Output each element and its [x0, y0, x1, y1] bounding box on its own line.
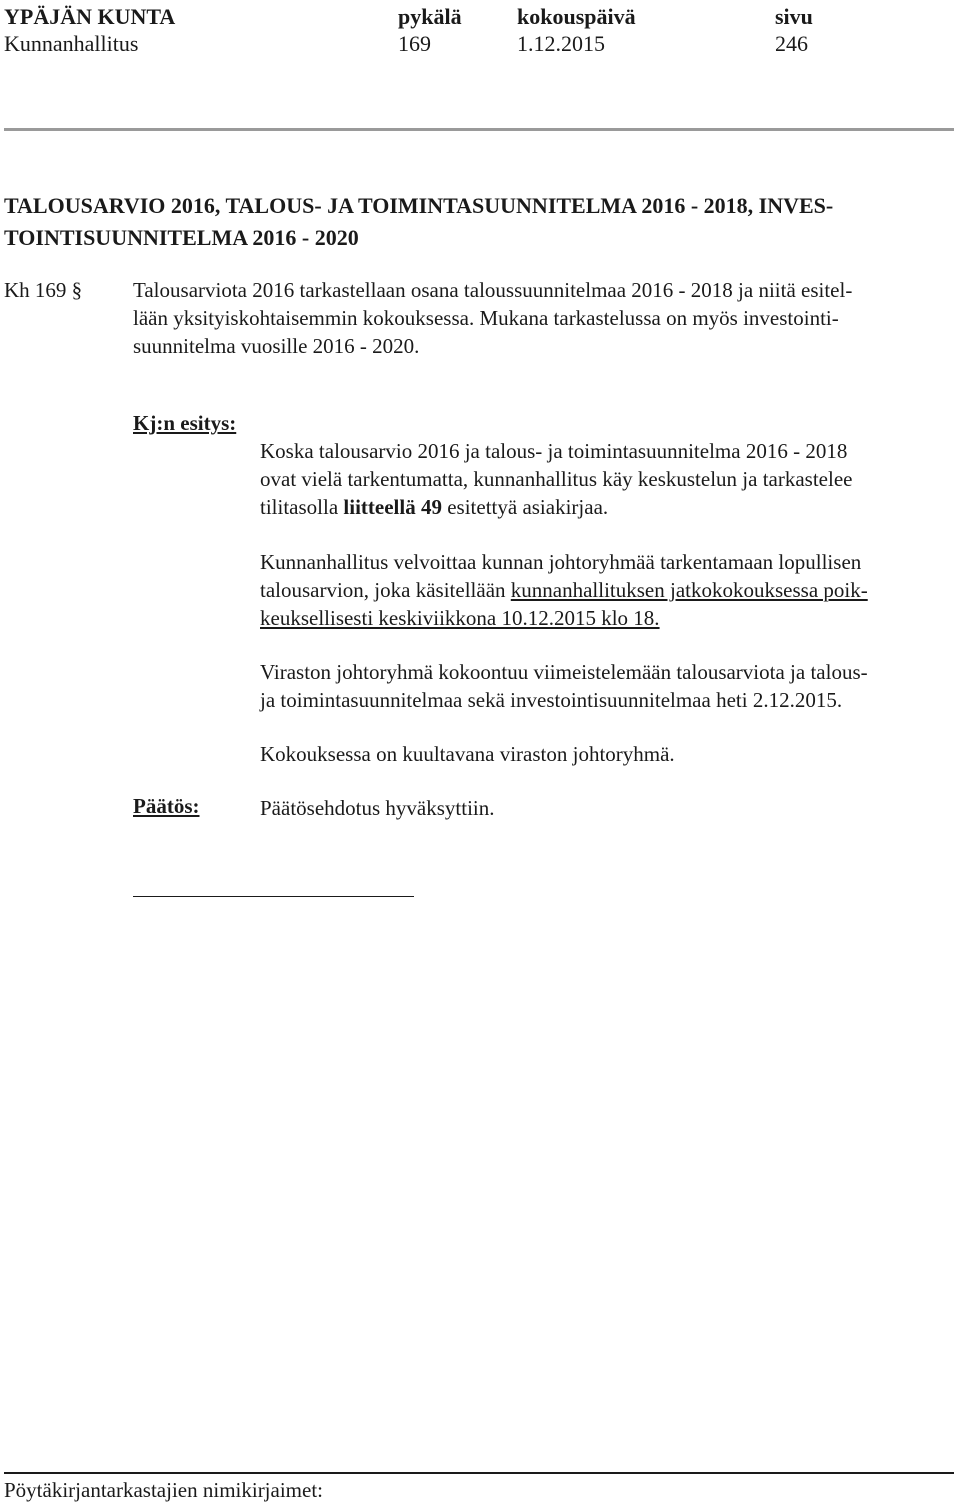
proposal-p1-line3-end: esitettyä asiakirjaa.	[441, 495, 609, 519]
proposal-p1-line2: ovat vielä tarkentumatta, kunnanhallitus käy keskustelun ja tarkastelee	[260, 467, 853, 491]
proposal-p3-line2: ja toimintasuunnitelmaa sekä investointisuunnitelmaa heti 2.12.2015.	[260, 688, 843, 712]
proposal-p2-line3: keuksellisesti keskiviikkona 10.12.2015 klo 18.	[260, 606, 660, 630]
initials-label: Pöytäkirjantarkastajien nimikirjaimet:	[4, 1478, 323, 1502]
section-number-value: 169	[398, 31, 431, 56]
proposal-p2-line2-start: talousarvion, joka käsitellään	[260, 578, 511, 602]
proposal-p1-line3	[260, 493, 608, 521]
continuation-meeting-text: kunnanhallituksen jatkokokouksessa poik-	[510, 578, 868, 602]
page-number-label: sivu	[775, 4, 813, 29]
section-end-line	[133, 896, 414, 897]
footer-divider	[4, 1472, 954, 1474]
proposal-p1-line1: Koska talousarvio 2016 ja talous- ja toimintasuunnitelma 2016 - 2018	[260, 439, 848, 463]
attachment-reference: liitteellä 49	[343, 495, 442, 519]
page-number-value: 246	[775, 31, 808, 56]
proposal-p2-line2	[260, 576, 868, 604]
proposal-p2-line1: Kunnanhallitus velvoittaa kunnan johtoryhmää tarkentamaan lopullisen	[260, 550, 862, 574]
meeting-date-label: kokouspäivä	[517, 4, 636, 29]
proposal-label: Kj:n esitys:	[133, 411, 237, 435]
proposal-p1-line3-start: tilitasolla	[260, 495, 344, 519]
section-number-label: pykälä	[398, 4, 462, 29]
agenda-title-line1: TALOUSARVIO 2016, TALOUS- JA TOIMINTASUUNNITELMA 2016 - 2018, INVES-	[4, 193, 834, 218]
header-divider	[4, 128, 954, 131]
section-reference: Kh 169 §	[4, 278, 83, 302]
meeting-date-value: 1.12.2015	[517, 31, 605, 56]
intro-line-1: Talousarviota 2016 tarkastellaan osana taloussuunnitelmaa 2016 - 2018 ja niitä esitel-	[133, 278, 853, 302]
decision-label: Päätös:	[133, 794, 200, 818]
committee-name: Kunnanhallitus	[4, 31, 139, 56]
organization-name: YPÄJÄN KUNTA	[4, 4, 176, 29]
proposal-p4-line1: Kokouksessa on kuultavana viraston johtoryhmä.	[260, 742, 675, 766]
decision-text: Päätösehdotus hyväksyttiin.	[260, 796, 495, 820]
intro-line-2: lään yksityiskohtaisemmin kokouksessa. Mukana tarkastelussa on myös investointi-	[133, 306, 839, 330]
agenda-title-line2: TOINTISUUNNITELMA 2016 - 2020	[4, 225, 359, 250]
proposal-p3-line1: Viraston johtoryhmä kokoontuu viimeistelemään talousarviota ja talous-	[260, 660, 868, 684]
intro-line-3: suunnitelma vuosille 2016 - 2020.	[133, 334, 420, 358]
